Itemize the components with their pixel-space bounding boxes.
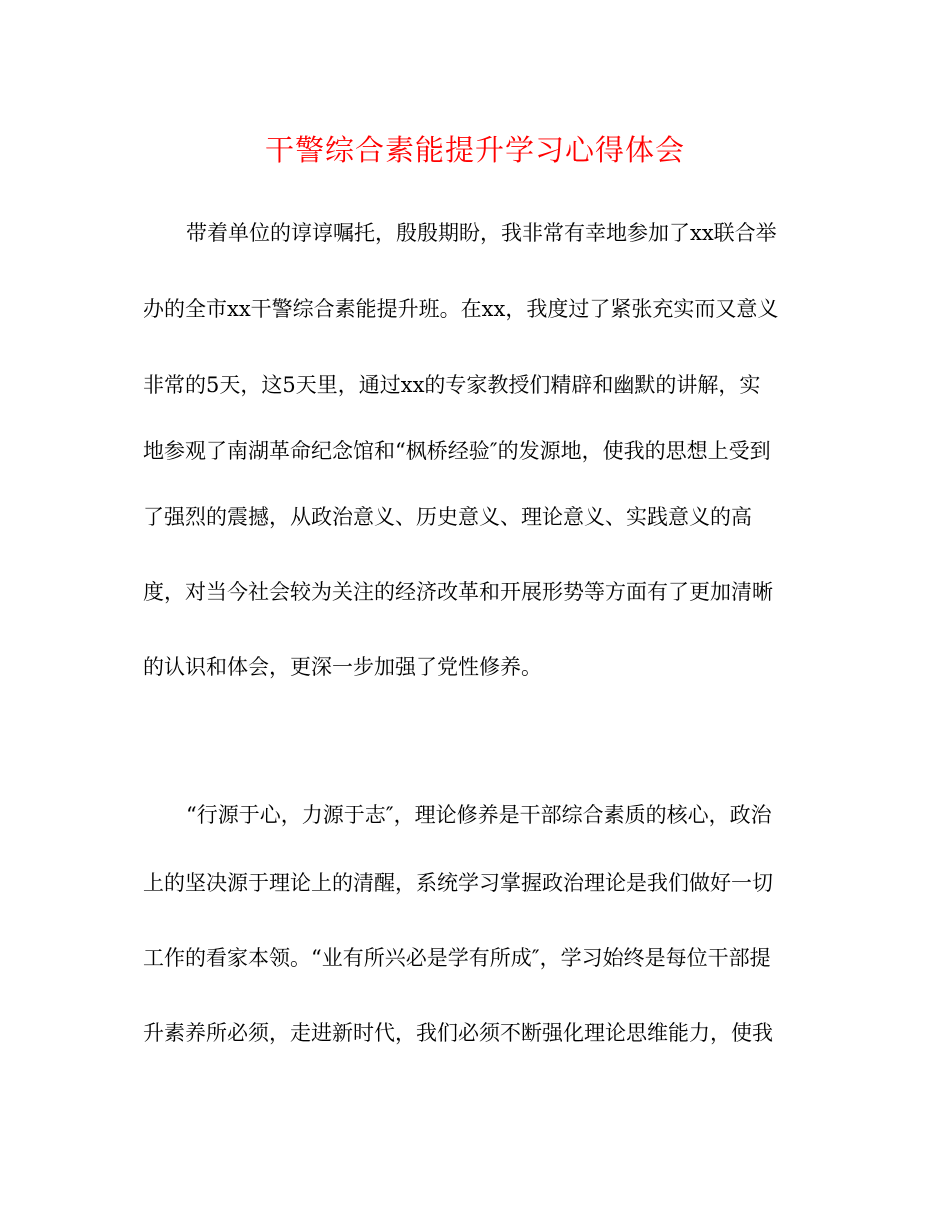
paragraph-line: 工作的看家本领。“业有所兴必是学有所成″，学习始终是每位干部提 [143, 946, 771, 970]
paragraph-line: 升素养所必须，走进新时代，我们必须不断强化理论思维能力，使我 [143, 1021, 773, 1045]
paragraph-line: 地参观了南湖革命纪念馆和“枫桥经验″的发源地，使我的思想上受到 [143, 439, 771, 463]
paragraph-line: 非常的5天，这5天里，通过xx的专家教授们精辟和幽默的讲解，实 [143, 373, 761, 397]
paragraph-line: 的认识和体会，更深一步加强了党性修养。 [143, 655, 542, 679]
paragraph-line: 办的全市xx干警综合素能提升班。在xx，我度过了紧张充实而又意义 [143, 297, 779, 321]
document-title: 干警综合素能提升学习心得体会 [264, 133, 685, 167]
paragraph-line: 度，对当今社会较为关注的经济改革和开展形势等方面有了更加清晰 [143, 580, 773, 604]
paragraph-line: 带着单位的谆谆嘱托，殷殷期盼，我非常有幸地参加了xx联合举 [186, 221, 777, 245]
paragraph-line: 上的坚决源于理论上的清醒，系统学习掌握政治理论是我们做好一切 [143, 871, 773, 895]
paragraph-line: “行源于心，力源于志″，理论修养是干部综合素质的核心，政治 [186, 803, 772, 827]
paragraph-line: 了强烈的震撼，从政治意义、历史意义、理论意义、实践意义的高 [143, 505, 752, 529]
